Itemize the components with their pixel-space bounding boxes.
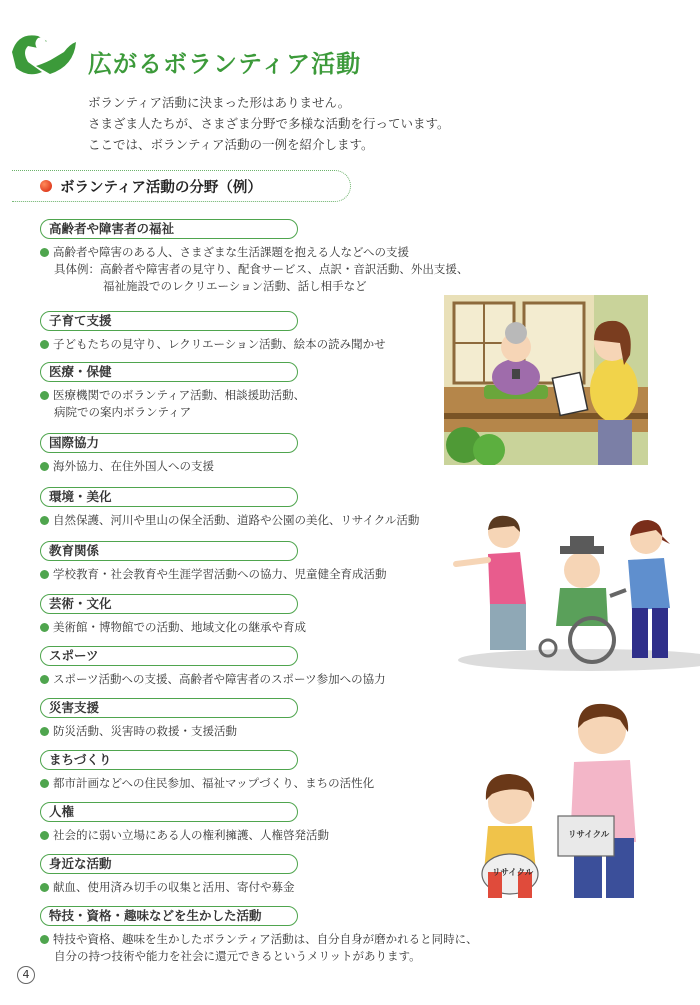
recycle-label: リサイクル (568, 830, 610, 840)
bullet-icon (40, 248, 49, 257)
description-line: 海外協力、在住外国人への支援 (53, 459, 214, 473)
page-number: 4 (17, 966, 35, 984)
category-label: まちづくり (40, 750, 298, 770)
bullet-icon (40, 883, 49, 892)
bullet-icon (40, 935, 49, 944)
bullet-icon (40, 727, 49, 736)
category-label: 医療・保健 (40, 362, 298, 382)
bullet-icon (40, 675, 49, 684)
category-label: 芸術・文化 (40, 594, 298, 614)
page-title: 広がるボランティア活動 (88, 50, 362, 78)
bullet-icon (40, 391, 49, 400)
description-line: 社会的に弱い立場にある人の権利擁護、人権啓発活動 (53, 828, 329, 842)
intro-line: ここでは、ボランティア活動の一例を紹介します。 (88, 137, 374, 152)
description-line: 具体例：高齢者や障害者の見守り、配食サービス、点訳・音訳活動、外出支援、 (54, 262, 469, 276)
red-dot-icon (40, 180, 52, 192)
category-label: 災害支援 (40, 698, 298, 718)
intro-line: さまざま人たちが、さまざま分野で多様な活動を行っています。 (88, 116, 450, 131)
category-label: 特技・資格・趣味などを生かした活動 (40, 906, 298, 926)
category-label: スポーツ (40, 646, 298, 666)
category-label: 高齢者や障害者の福祉 (40, 219, 298, 239)
category-skills (40, 905, 700, 965)
category-label: 身近な活動 (40, 854, 298, 874)
description-line: 自然保護、河川や里山の保全活動、道路や公園の美化、リサイクル活動 (53, 513, 420, 527)
home-visit-illustration (444, 295, 648, 465)
description-line: 福祉施設でのレクリエーション活動、話し相手など (103, 279, 367, 293)
bullet-icon (40, 462, 49, 471)
category-description (40, 671, 700, 688)
bullet-icon (40, 340, 49, 349)
wheelchair-illustration (440, 508, 700, 672)
section-title: ボランティア活動の分野（例） (60, 180, 262, 196)
recycle-label: リサイクル (492, 868, 534, 878)
category-label: 環境・美化 (40, 487, 298, 507)
category-label: 人権 (40, 802, 298, 822)
description-line: 美術館・博物館での活動、地域文化の継承や育成 (53, 620, 306, 634)
description-line: 献血、使用済み切手の収集と活用、寄付や募金 (53, 880, 295, 894)
bullet-icon (40, 623, 49, 632)
bullet-icon (40, 570, 49, 579)
category-label: 国際協力 (40, 433, 298, 453)
category-description (40, 244, 700, 295)
heart-hands-logo-icon (8, 22, 80, 82)
intro-text (88, 92, 450, 155)
description-line: 特技や資格、趣味を生かしたボランティア活動は、自分自身が磨かれると同時に、 (53, 932, 478, 946)
description-line: 自分の持つ技術や能力を社会に還元できるというメリットがあります。 (54, 949, 421, 963)
category-label: 教育関係 (40, 541, 298, 561)
description-line: 子どもたちの見守り、レクリエーション活動、絵本の読み聞かせ (53, 337, 386, 351)
category-welfare (40, 218, 700, 295)
category-description (40, 931, 700, 965)
description-line: スポーツ活動への支援、高齢者や障害者のスポーツ参加への協力 (53, 672, 386, 686)
intro-line: ボランティア活動に決まった形はありません。 (88, 95, 351, 110)
description-line: 都市計画などへの住民参加、福祉マップづくり、まちの活性化 (53, 776, 375, 790)
bullet-icon (40, 516, 49, 525)
description-line: 医療機関でのボランティア活動、相談援助活動、 (53, 388, 306, 402)
category-label: 子育て支援 (40, 311, 298, 331)
description-line: 高齢者や障害のある人、さまざまな生活課題を抱える人などへの支援 (53, 245, 410, 259)
description-line: 防災活動、災害時の救援・支援活動 (53, 724, 237, 738)
description-line: 病院での案内ボランティア (54, 405, 192, 419)
bullet-icon (40, 779, 49, 788)
description-line: 学校教育・社会教育や生涯学習活動への協力、児童健全育成活動 (53, 567, 387, 581)
section-header (12, 170, 351, 202)
bullet-icon (40, 831, 49, 840)
